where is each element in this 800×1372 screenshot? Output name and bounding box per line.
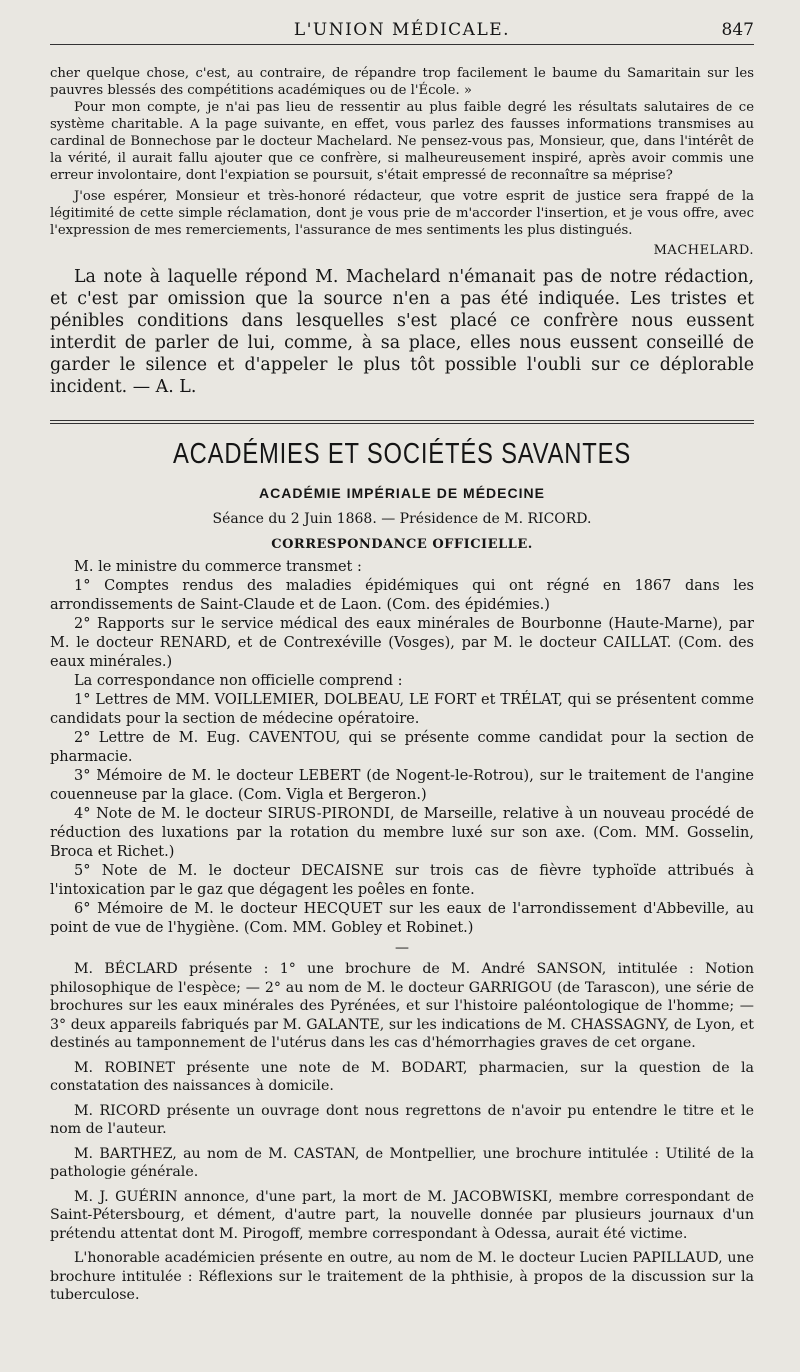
- page-header: [50, 0, 754, 45]
- letter-paragraph: J'ose espérer, Monsieur et très-honoré rédacteur, que votre esprit de justice sera frappé de la légitimité de cette simple réclamation, dont je vous prie de m'accorder l'insertion, et je vous offre, avec l'expression de mes remerciements, l'assurance de mes sentiments les plus distingués.: [50, 189, 754, 238]
- letter-paragraph: cher quelque chose, c'est, au contraire, de répandre trop facilement le baume du Samaritain sur les pauvres blessés des compétitions académiques ou de l'École. »: [50, 66, 754, 98]
- correspondance-item: 2° Rapports sur le service médical des eaux minérales de Bourbonne (Haute-Marne), par M. le docteur RENARD, et de Contrexéville (Vosges), par M. le docteur CAILLAT. (Com. des eaux minérales.): [50, 616, 754, 670]
- presentations-list: [50, 960, 754, 1305]
- academy-title: ACADÉMIE IMPÉRIALE DE MÉDECINE: [259, 485, 545, 501]
- section-title: ACADÉMIES ET SOCIÉTÉS SAVANTES: [172, 438, 632, 470]
- correspondance-list: [50, 558, 754, 938]
- correspondance-item: 1° Comptes rendus des maladies épidémiques qui ont régné en 1867 dans les arrondissements de Saint-Claude et de Laon. (Com. des épidémies.): [50, 578, 754, 613]
- page-number: 847: [721, 20, 754, 40]
- correspondance-item: 1° Lettres de MM. VOILLEMIER, DOLBEAU, LE FORT et TRÉLAT, qui se présentent comme candidats pour la section de médecine opératoire.: [50, 692, 754, 727]
- correspondance-item: M. le ministre du commerce transmet :: [74, 559, 362, 575]
- correspondance-item: 6° Mémoire de M. le docteur HECQUET sur les eaux de l'arrondissement d'Abbeville, au point de vue de l'hygiène. (Com. MM. Gobley et Robinet.): [50, 901, 754, 936]
- correspondance-item: 3° Mémoire de M. le docteur LEBERT (de Nogent-le-Rotrou), sur le traitement de l'angine couenneuse par la glace. (Com. Vigla et Bergeron.): [50, 768, 754, 803]
- presentation-item: M. J. GUÉRIN annonce, d'une part, la mort de M. JACOBWISKI, membre correspondant de Saint-Pétersbourg, et dément, d'autre part, la nouvelle donnée par plusieurs journaux d'un prétendu attentat dont M. Pirogoff, membre correspondant à Odessa, aurait été victime.: [50, 1188, 754, 1242]
- correspondance-heading: CORRESPONDANCE OFFICIELLE.: [271, 537, 533, 552]
- presentation-item: M. BÉCLARD présente : 1° une brochure de M. André SANSON, intitulée : Notion philosophique de l'espèce; — 2° au nom de M. le docteur GARRIGOU (de Tarascon), une série de brochures sur les eaux minérales des Pyrénées, et sur l'histoire paléontologique de l'homme; — 3° deux appareils fabriqués par M. GALANTE, sur les indications de M. CHASSAGNY, de Lyon, et destinés au tamponnement de l'utérus dans les cas d'hémorrhagies graves de cet organe.: [50, 961, 754, 1051]
- presentation-item: M. BARTHEZ, au nom de M. CASTAN, de Montpellier, une brochure intitulée : Utilité de la pathologie générale.: [50, 1145, 754, 1180]
- journal-title: L'UNION MÉDICALE.: [293, 20, 511, 40]
- letter-signature: MACHELARD.: [653, 243, 754, 258]
- correspondance-item: La correspondance non officielle comprend :: [74, 673, 403, 689]
- correspondance-item: 5° Note de M. le docteur DECAISNE sur trois cas de fièvre typhoïde attribués à l'intoxication par le gaz que dégagent les poêles en fonte.: [50, 863, 754, 898]
- separator-dash: —: [395, 940, 409, 956]
- correspondance-item: 4° Note de M. le docteur SIRUS-PIRONDI, de Marseille, relative à un nouveau procédé de réduction des luxations par la rotation du membre luxé sur son axe. (Com. MM. Gosselin, Broca et Richet.): [50, 806, 754, 860]
- correspondance-item: 2° Lettre de M. Eug. CAVENTOU, qui se présente comme candidat pour la section de pharmacie.: [50, 730, 754, 765]
- letter-text: [50, 65, 754, 239]
- letter-paragraph: Pour mon compte, je n'ai pas lieu de ressentir au plus faible degré les résultats salutaires de ce système charitable. A la page suivante, en effet, vous parlez des fausses informations transmises au cardinal de Bonnechose par le docteur Machelard. Ne pensez-vous pas, Monsieur, que, dans l'intérêt de la vérité, il aurait fallu ajouter que ce confrère, si malheureusement inspiré, après avoir commis une erreur involontaire, dont l'expiation se poursuit, s'était empressé de reconnaître sa méprise?: [50, 100, 754, 183]
- session-line: Séance du 2 Juin 1868. — Présidence de M. RICORD.: [212, 511, 592, 527]
- presentation-item: M. RICORD présente un ouvrage dont nous regrettons de n'avoir pu entendre le titre et le nom de l'auteur.: [50, 1102, 754, 1137]
- editor-note: La note à laquelle répond M. Machelard n'émanait pas de notre rédaction, et c'est par omission que la source n'en a pas été indiquée. Les tristes et pénibles conditions dans lesquelles s'est placé ce confrère nous eussent interdit de parler de lui, comme, à sa place, elles nous eussent conseillé de garder le silence et d'appeler le plus tôt possible l'oubli sur ce déplorable incident. — A. L.: [50, 267, 754, 397]
- presentation-item: M. ROBINET présente une note de M. BODART, pharmacien, sur la question de la constatation des naissances à domicile.: [50, 1059, 754, 1094]
- presentation-item: L'honorable académicien présente en outre, au nom de M. le docteur Lucien PAPILLAUD, une brochure intitulée : Réflexions sur le traitement de la phthisie, à propos de la discussion sur la tuberculose.: [50, 1250, 754, 1303]
- section-divider: [50, 420, 754, 424]
